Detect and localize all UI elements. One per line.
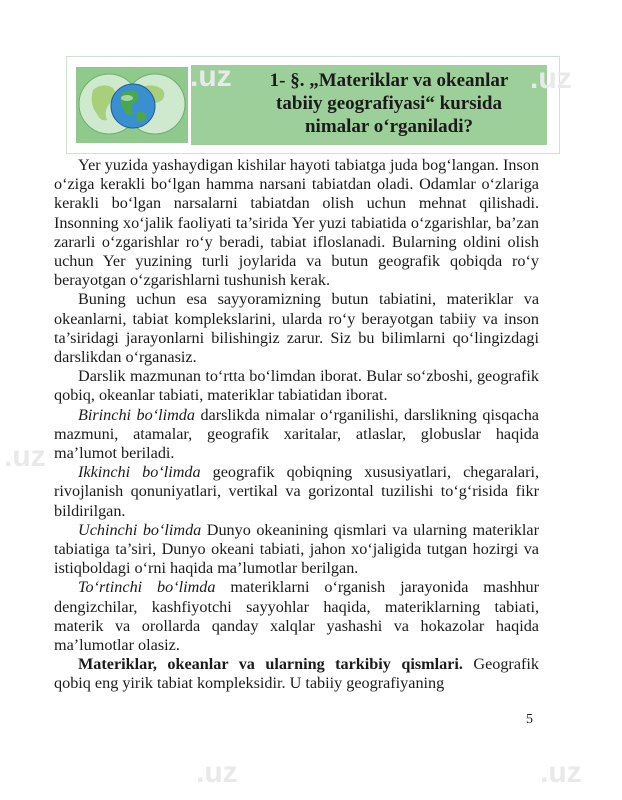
section-title-line: tabiiy geografiyasi“ kursida [276,93,502,114]
paragraph-text: Geografik qobiq eng yirik tabiat kompleksidir. U tabiiy geografiyaning [54,655,539,693]
paragraph-text: Buning uchun esa sayyoramizning butun tabiatini, materiklar va okeanlarni, tabiat komplekslarini, ularda ro‘y berayotgan tabiiy va inson ta’siridagi jarayonlarni bilishingiz zarur. Siz bu bilimlarni qo‘lingizdagi darslikdan o‘rganasiz. [54,290,539,367]
paragraph-text: geografik qobiqning xususiyatlari, chegaralari, rivojlanish qonuniyatlari, vertikal va gorizontal tuzilishi to‘g‘risida fikr bildirilgan. [54,463,539,520]
paragraph [54,367,539,405]
globe-icon [73,64,191,146]
watermark: .uz [196,756,238,789]
paragraph [54,156,539,290]
paragraph [54,655,539,693]
section-reference: Ikkinchi bo‘limda [78,463,201,482]
paragraph [54,463,539,521]
paragraph-text: Darslik mazmunan to‘rtta bo‘limdan iborat. Bular so‘zboshi, geografik qobiq, okeanlar tabiati, materiklar tabiatidan iborat. [54,367,539,405]
watermark: .uz [530,62,572,95]
watermark: .uz [540,756,582,789]
paragraph [54,406,539,464]
section-header [66,56,560,154]
watermark: .uz [4,440,46,473]
watermark: .uz [190,60,232,93]
section-title-line: nimalar o‘rganiladi? [304,116,474,137]
paragraph [54,290,539,367]
paragraph-text: Dunyo okeanining qismlari va ularning materiklar tabiatiga ta’siri, Dunyo okeani tabiati, jahon xo‘jaligida tutgan hozirgi va istiqboldagi o‘rni haqida ma’lumotlar berilgan. [54,520,539,578]
section-reference: Birinchi bo‘limda [78,405,195,424]
section-title [239,69,539,138]
subheading: Materiklar, okeanlar va ularning tarkibiy qismlari. [78,655,463,674]
paragraph-text: materiklarni o‘rganish jarayonida mashhur dengizchilar, kashfiyotchi sayyohlar haqida, materiklarning tabiati, materik va orollarda qanday xalqlar yashashi va hokazolar haqida ma’lumotlar olasiz. [54,578,539,655]
paragraph [54,578,539,655]
section-reference: To‘rtinchi bo‘limda [78,578,216,597]
body-text [54,156,539,694]
page-number: 5 [526,712,533,727]
section-reference: Uchinchi bo‘limda [78,520,202,539]
section-title-line: 1- §. „Materiklar va okeanlar [269,70,509,91]
paragraph [54,521,539,579]
paragraph-text: darslikda nimalar o‘rganilishi, darslikning qisqacha mazmuni, atamalar, geografik xaritalar, atlaslar, globuslar haqida ma’lumot beriladi. [54,405,539,463]
paragraph-text: Yer yuzida yashaydigan kishilar hayoti tabiatga juda bog‘langan. Inson o‘ziga kerakli bo‘lgan hamma narsani tabiatdan oladi. Odamlar o‘zlariga kerakli bo‘lgan narsalarni tabiatdan olish uchun mehnat qilishadi. Insonning xo‘jalik faoliyati ta’sirida Yer yuzi tabiatida o‘zgarishlar, ba’zan zararli o‘zgarishlar ro‘y beradi, tabiat ifloslanadi. Bularning oldini olish uchun Yer yuzining turli joylarida va butun geografik qobiqda ro‘y berayotgan o‘zgarishlarni tushunish kerak. [54,156,539,290]
